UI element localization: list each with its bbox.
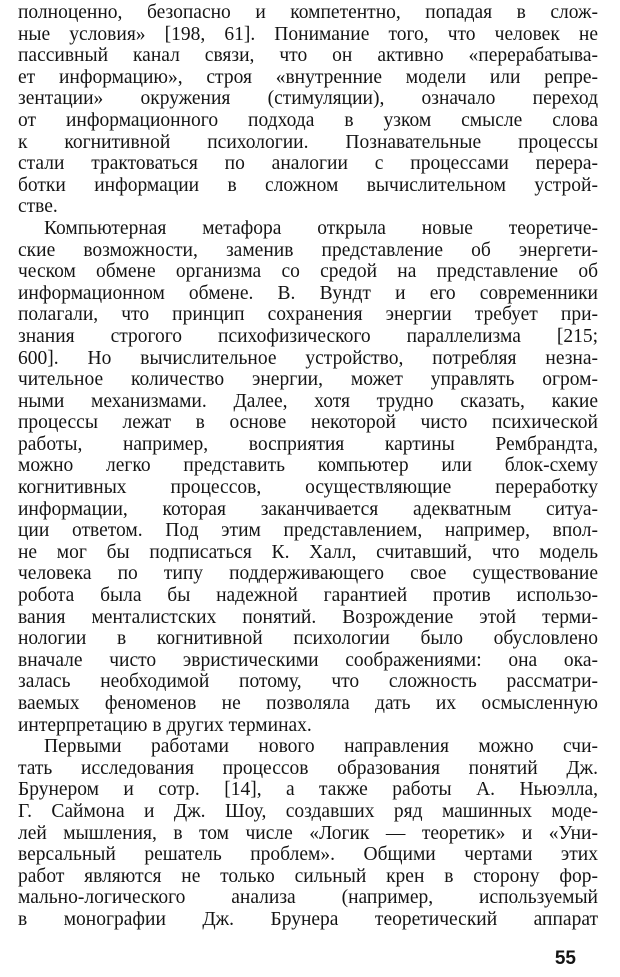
text-line: версальный решатель проблем». Общими чертами этих	[18, 844, 598, 866]
text-line: ет информацию», строя «внутренние модели или репре-	[18, 66, 598, 88]
paragraph	[18, 736, 598, 930]
text-line: от информационного подхода в узком смысле слова	[18, 109, 598, 131]
text-line: лей мышления, в том числе «Логик — теоретик» и «Уни-	[18, 822, 598, 844]
paragraph	[18, 218, 598, 736]
text-line: информационном обмене. В. Вундт и его современники	[18, 282, 598, 304]
text-line: мально-логического анализа (например, используемый	[18, 887, 598, 909]
text-line: ские возможности, заменив представление об энергети-	[18, 239, 598, 261]
text-line: интерпретацию в других терминах.	[18, 714, 312, 736]
text-line: человека по типу поддерживающего свое существование	[18, 563, 598, 585]
text-line: пассивный канал связи, что он активно «перерабатыва-	[18, 45, 598, 67]
paragraph	[18, 2, 598, 218]
text-line: работы, например, восприятия картины Рембрандта,	[18, 433, 598, 455]
text-line: зентации» окружения (стимуляции), означало переход	[18, 88, 598, 110]
text-line: знания строгого психофизического параллелизма [215;	[18, 325, 598, 347]
text-line: нологии в когнитивной психологии было обусловлено	[18, 628, 598, 650]
text-line: чительное количество энергии, может управлять огром-	[18, 369, 598, 391]
text-line: тать исследования процессов образования понятий Дж.	[18, 757, 598, 779]
text-line: процессы лежат в основе некоторой чисто психической	[18, 412, 598, 434]
text-line: стали трактоваться по аналогии с процессами перера-	[18, 153, 598, 175]
text-line: вания менталистских понятий. Возрождение этой терми-	[18, 606, 598, 628]
text-line: залась необходимой потому, что сложность рассматри-	[18, 671, 598, 693]
text-line: ваемых феноменов не позволяла дать их осмысленную	[18, 693, 598, 714]
text-line: работ являются не только сильный крен в сторону фор-	[18, 865, 598, 887]
text-line: к когнитивной психологии. Познавательные процессы	[18, 131, 598, 153]
text-line: в монографии Дж. Брунера теоретический аппарат	[18, 908, 598, 930]
text-line: ные условия» [198, 61]. Понимание того, что человек не	[18, 23, 598, 45]
text-line: Компьютерная метафора открыла новые теоретиче-	[44, 217, 598, 239]
text-line: когнитивных процессов, осуществляющие переработку	[18, 477, 598, 499]
text-line: Г. Саймона и Дж. Шоу, создавших ряд машинных моде-	[18, 800, 598, 822]
text-line: ческом обмене организма со средой на представление об	[18, 261, 598, 283]
text-line: ции ответом. Под этим представлением, например, впол-	[18, 520, 598, 542]
text-line: стве.	[18, 196, 58, 218]
page-text	[18, 2, 598, 931]
text-line: Первыми работами нового направления можно счи-	[44, 736, 598, 758]
text-line: 600]. Но вычислительное устройство, потребляя незна-	[18, 347, 598, 369]
text-line: ботки информации в сложном вычислительном устрой-	[18, 174, 598, 196]
text-line: не мог бы подписаться К. Халл, считавший, что модель	[18, 541, 598, 563]
text-line: ными механизмами. Далее, хотя трудно сказать, какие	[18, 390, 598, 412]
page-number: 55	[554, 948, 576, 969]
text-line: полноценно, безопасно и компетентно, попадая в слож-	[18, 2, 598, 23]
text-line: полагали, что принцип сохранения энергии требует при-	[18, 304, 598, 326]
text-line: можно легко представить компьютер или блок-схему	[18, 455, 598, 477]
text-line: вначале чисто эвристическими соображениями: она ока-	[18, 649, 598, 671]
text-line: робота была бы надежной гарантией против использо-	[18, 585, 598, 607]
text-line: Брунером и сотр. [14], а также работы А. Ньюэлла,	[18, 779, 598, 801]
text-line: информации, которая заканчивается адекватным ситуа-	[18, 498, 598, 520]
